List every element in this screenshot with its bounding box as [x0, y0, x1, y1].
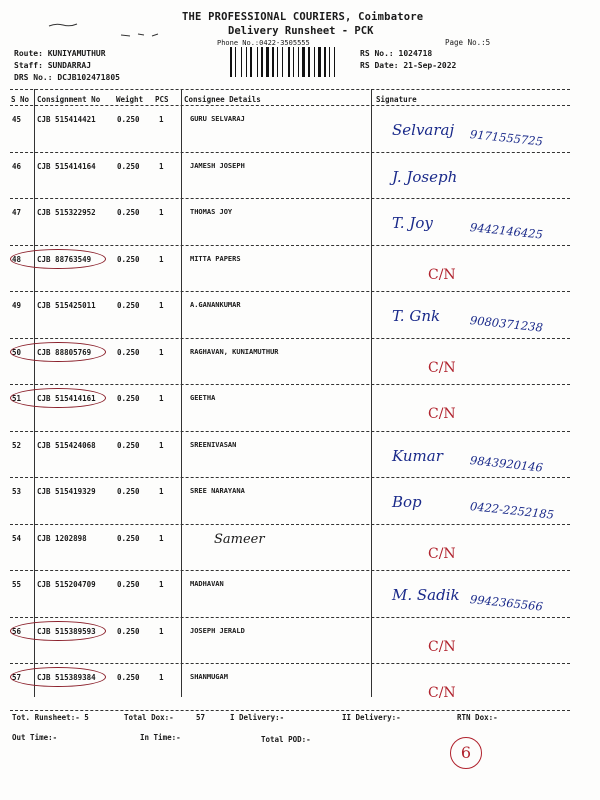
- column-divider: [181, 89, 182, 697]
- column-header-signature: Signature: [376, 95, 417, 104]
- phone-note-handwritten: 9843920146: [469, 453, 544, 475]
- pcs-value: 1: [159, 580, 164, 589]
- weight-value: 0.250: [117, 487, 140, 496]
- ink-mark: [48, 22, 78, 28]
- row-separator: [10, 477, 570, 478]
- row-separator: [10, 89, 570, 90]
- barcode-bar: [253, 47, 256, 77]
- row-separator: [10, 105, 570, 106]
- pcs-value: 1: [159, 673, 164, 682]
- serial-number: 56: [12, 627, 22, 636]
- pcs-value: 1: [159, 208, 164, 217]
- consignment-number: CJB 515414161: [37, 394, 96, 403]
- barcode-bar: [241, 47, 242, 77]
- serial-number: 53: [12, 487, 22, 496]
- serial-number: 54: [12, 534, 22, 543]
- column-header-pcs: PCS: [155, 95, 169, 104]
- serial-number: 52: [12, 441, 22, 450]
- barcode-bar: [324, 47, 326, 77]
- column-header-weight: Weight: [116, 95, 144, 104]
- serial-number: 45: [12, 115, 22, 124]
- barcode-bar: [243, 47, 245, 77]
- signature-handwritten: Kumar: [392, 447, 443, 465]
- barcode-bar: [257, 47, 258, 77]
- serial-number: 57: [12, 673, 22, 682]
- ink-circle: [10, 388, 106, 408]
- pcs-value: 1: [159, 348, 164, 357]
- barcode-bar: [259, 47, 260, 77]
- barcode-bar: [246, 47, 247, 77]
- page-number: Page No.:5: [445, 38, 491, 47]
- ink-circle: [10, 621, 106, 641]
- row-separator: [10, 291, 570, 292]
- consignment-number: CJB 515425011: [37, 301, 96, 310]
- row-separator: [10, 245, 570, 246]
- staff-label: Staff: SUNDARRAJ: [14, 61, 92, 70]
- rs-number: RS No.: 1024718: [360, 49, 433, 58]
- pcs-value: 1: [159, 301, 164, 310]
- consignee-name: MITTA PAPERS: [190, 255, 241, 263]
- serial-number: 49: [12, 301, 22, 310]
- row-separator: [10, 198, 570, 199]
- barcode-bar: [300, 47, 301, 77]
- phone-note-handwritten: 9442146425: [469, 220, 544, 242]
- consignee-name: MADHAVAN: [190, 580, 224, 588]
- weight-value: 0.250: [117, 534, 140, 543]
- consignment-number: CJB 515419329: [37, 487, 96, 496]
- barcode-bar: [272, 47, 274, 77]
- weight-value: 0.250: [117, 301, 140, 310]
- signature-cn: C/N: [428, 406, 456, 422]
- barcode-bar: [318, 47, 321, 77]
- signature-handwritten: M. Sadik: [392, 586, 460, 604]
- barcode-bar: [288, 47, 290, 77]
- barcode-bar: [336, 47, 339, 77]
- barcode-bar: [235, 47, 236, 77]
- barcode-bar: [282, 47, 283, 77]
- consignee-name: SREENIVASAN: [190, 441, 237, 449]
- consignee-name: THOMAS JOY: [190, 208, 233, 216]
- barcode-bar: [298, 47, 299, 77]
- ink-circle: [10, 249, 106, 269]
- consignment-number: CJB 515414164: [37, 162, 96, 171]
- ink-mark: [120, 32, 160, 38]
- barcode-bar: [302, 47, 305, 77]
- weight-value: 0.250: [117, 115, 140, 124]
- phone-note-handwritten: 0422-2252185: [469, 499, 555, 522]
- serial-number: 50: [12, 348, 22, 357]
- row-separator: [10, 617, 570, 618]
- row-separator: [10, 524, 570, 525]
- signature-cn: C/N: [428, 267, 456, 283]
- barcode-bar: [308, 47, 310, 77]
- weight-value: 0.250: [117, 255, 140, 264]
- consignee-handwritten: Sameer: [214, 532, 265, 547]
- barcode-bar: [331, 47, 333, 77]
- consignment-number: CJB 515204709: [37, 580, 96, 589]
- barcode-bar: [284, 47, 287, 77]
- phone-number: Phone No.:0422-3505555: [217, 39, 310, 47]
- row-separator: [10, 431, 570, 432]
- row-separator: [10, 710, 570, 711]
- pcs-value: 1: [159, 394, 164, 403]
- barcode-bar: [295, 47, 297, 77]
- signature-handwritten: J. Joseph: [392, 168, 458, 186]
- weight-value: 0.250: [117, 162, 140, 171]
- pcs-value: 1: [159, 162, 164, 171]
- barcode-bar: [248, 47, 249, 77]
- row-separator: [10, 663, 570, 664]
- consignment-number: CJB 515424068: [37, 441, 96, 450]
- consignee-name: RAGHAVAN, KUNIAMUTHUR: [190, 348, 279, 356]
- barcode-bar: [270, 47, 271, 77]
- barcode-bar: [275, 47, 276, 77]
- in-time-label: In Time:-: [140, 733, 181, 742]
- consignment-number: CJB 515322952: [37, 208, 96, 217]
- pcs-value: 1: [159, 487, 164, 496]
- consignment-number: CJB 88805769: [37, 348, 92, 357]
- barcode-bar: [314, 47, 315, 77]
- weight-value: 0.250: [117, 627, 140, 636]
- document-title: THE PROFESSIONAL COURIERS, Coimbatore: [182, 11, 424, 23]
- barcode-bar: [293, 47, 294, 77]
- weight-value: 0.250: [117, 580, 140, 589]
- consignee-name: A.GANANKUMAR: [190, 301, 241, 309]
- document-subtitle: Delivery Runsheet - PCK: [228, 25, 374, 37]
- total-dox-label: Total Dox:-: [124, 713, 174, 722]
- phone-note-handwritten: 9942365566: [469, 592, 544, 614]
- column-header-sno: S No: [11, 95, 30, 104]
- barcode-bar: [327, 47, 328, 77]
- barcode-bar: [250, 47, 252, 77]
- column-header-consignment: Consignment No: [37, 95, 101, 104]
- total-pod-label: Total POD:-: [261, 735, 311, 744]
- phone-note-handwritten: 9080371238: [469, 313, 544, 335]
- signature-cn: C/N: [428, 546, 456, 562]
- signature-handwritten: T. Joy: [392, 214, 433, 232]
- pcs-value: 1: [159, 255, 164, 264]
- consignee-name: JOSEPH JERALD: [190, 627, 245, 635]
- barcode-bar: [322, 47, 323, 77]
- pcs-value: 1: [159, 627, 164, 636]
- total-dox-value: 57: [196, 713, 206, 722]
- consignment-number: CJB 515389593: [37, 627, 96, 636]
- row-separator: [10, 384, 570, 385]
- signature-cn: C/N: [428, 685, 456, 701]
- consignment-number: CJB 1202898: [37, 534, 87, 543]
- serial-number: 46: [12, 162, 22, 171]
- serial-number: 51: [12, 394, 22, 403]
- signature-cn: C/N: [428, 360, 456, 376]
- page-mark-circle: 6: [450, 737, 482, 769]
- barcode-bar: [329, 47, 330, 77]
- signature-handwritten: T. Gnk: [392, 307, 441, 325]
- ink-circle: [10, 342, 106, 362]
- consignee-name: GEETHA: [190, 394, 216, 402]
- serial-number: 47: [12, 208, 22, 217]
- barcode-bar: [311, 47, 313, 77]
- row-separator: [10, 570, 570, 571]
- i-delivery-label: I Delivery:-: [230, 713, 285, 722]
- serial-number: 48: [12, 255, 22, 264]
- out-time-label: Out Time:-: [12, 733, 58, 742]
- consignee-name: GURU SELVARAJ: [190, 115, 245, 123]
- consignee-name: JAMESH JOSEPH: [190, 162, 245, 170]
- barcode-bar: [264, 47, 265, 77]
- barcode-bar: [230, 47, 232, 77]
- consignee-name: SHANMUGAM: [190, 673, 228, 681]
- weight-value: 0.250: [117, 673, 140, 682]
- barcode-bar: [291, 47, 292, 77]
- barcode-bar: [316, 47, 317, 77]
- phone-note-handwritten: 9171555725: [469, 127, 544, 149]
- ink-circle: [10, 667, 106, 687]
- signature-cn: C/N: [428, 639, 456, 655]
- row-separator: [10, 338, 570, 339]
- barcode-bar: [334, 47, 335, 77]
- row-separator: [10, 152, 570, 153]
- consignee-name: SREE NARAYANA: [190, 487, 245, 495]
- barcode-bar: [279, 47, 281, 77]
- consignment-number: CJB 515389384: [37, 673, 96, 682]
- pcs-value: 1: [159, 115, 164, 124]
- weight-value: 0.250: [117, 441, 140, 450]
- consignment-number: CJB 515414421: [37, 115, 96, 124]
- rtn-dox-label: RTN Dox:-: [457, 713, 498, 722]
- barcode-bar: [277, 47, 278, 77]
- drs-number: DRS No.: DCJB102471805: [14, 73, 120, 82]
- total-runsheet: Tot. Runsheet:- 5: [12, 713, 89, 722]
- barcode: [230, 47, 350, 77]
- barcode-bar: [233, 47, 234, 77]
- column-divider: [371, 89, 372, 697]
- route-label: Route: KUNIYAMUTHUR: [14, 49, 106, 58]
- rs-date: RS Date: 21-Sep-2022: [360, 61, 457, 70]
- serial-number: 55: [12, 580, 22, 589]
- column-header-consignee: Consignee Details: [184, 95, 261, 104]
- pcs-value: 1: [159, 534, 164, 543]
- weight-value: 0.250: [117, 348, 140, 357]
- barcode-bar: [261, 47, 263, 77]
- signature-handwritten: Bop: [392, 493, 422, 511]
- barcode-bar: [266, 47, 269, 77]
- weight-value: 0.250: [117, 208, 140, 217]
- pcs-value: 1: [159, 441, 164, 450]
- barcode-bar: [237, 47, 240, 77]
- barcode-bar: [306, 47, 307, 77]
- ii-delivery-label: II Delivery:-: [342, 713, 401, 722]
- consignment-number: CJB 88763549: [37, 255, 92, 264]
- weight-value: 0.250: [117, 394, 140, 403]
- signature-handwritten: Selvaraj: [392, 121, 455, 139]
